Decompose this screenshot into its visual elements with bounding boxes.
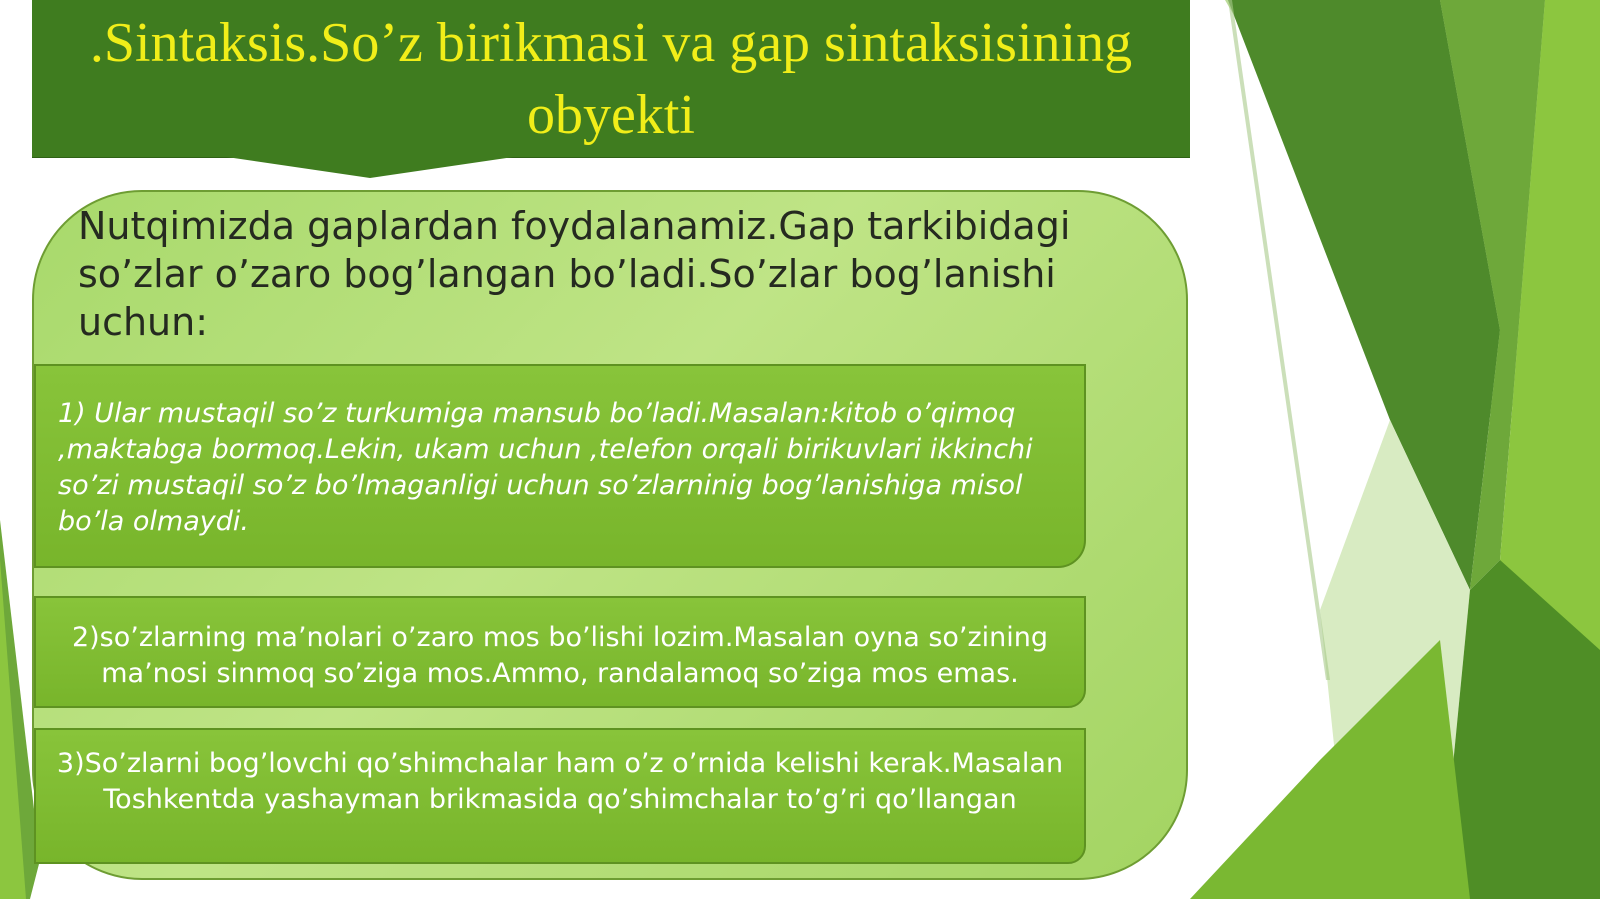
title-banner — [32, 0, 1190, 158]
rule-card-1: 1) Ular mustaqil so’z turkumiga mansub bo’ladi.Masalan:kitob o’qimoq ,maktabga bormoq.Lekin, ukam uchun ,telefon orqali birikuvlari ikkinchi so’zi mustaqil so’z bo’lmaganligi uchun so’zlarninig bog’lanishiga misol bo’la olmaydi. — [34, 364, 1086, 568]
rule-card-2: 2)so’zlarning ma’nolari o’zaro mos bo’lishi lozim.Masalan oyna so’zining ma’nosi sinmoq so’ziga mos.Ammo, randalamoq so’ziga mos emas. — [34, 596, 1086, 708]
rule-card-3: 3)So’zlarni bog’lovchi qo’shimchalar ham o’z o’rnida kelishi kerak.Masalan Toshkentda yashayman brikmasida qo’shimchalar to’g’ri qo’llangan — [34, 728, 1086, 864]
title-banner-tab — [220, 156, 520, 178]
slide-title: .Sintaksis.So’z birikmasi va gap sintaksisining obyekti — [89, 11, 1133, 146]
intro-text: Nutqimizda gaplardan foydalanamiz.Gap tarkibidagi so’zlar o’zaro bog’langan bo’ladi.So’zlar bog’lanishi uchun: — [78, 204, 1071, 344]
